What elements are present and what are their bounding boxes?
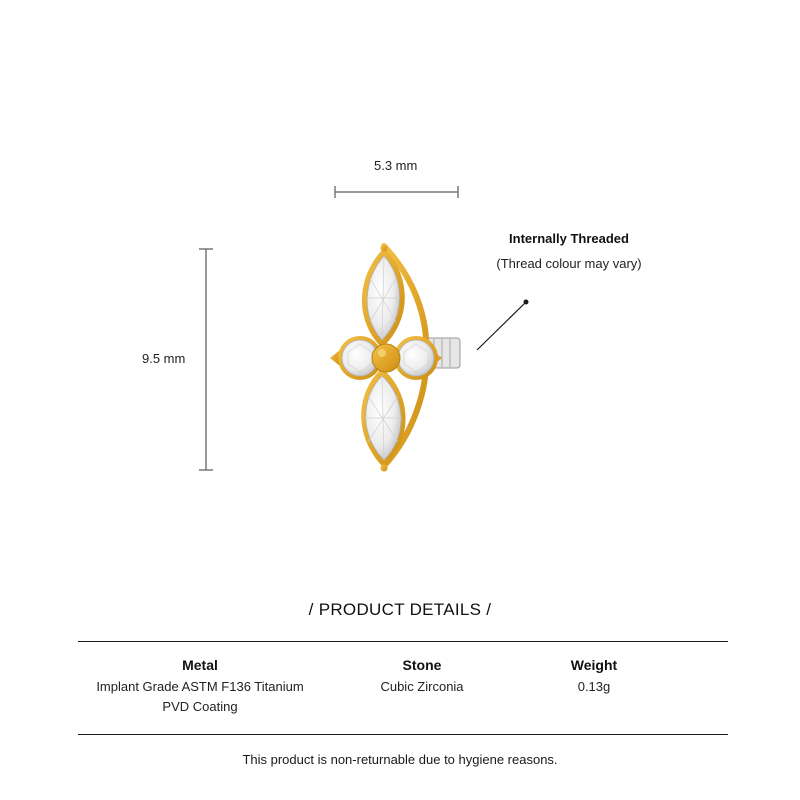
weight-header: Weight <box>570 657 618 673</box>
weight-column <box>514 657 674 697</box>
product-details-heading: / PRODUCT DETAILS / <box>308 600 492 619</box>
metal-column <box>70 657 330 717</box>
height-dimension-label: 9.5 mm <box>142 351 186 366</box>
thread-callout-note: (Thread colour may vary) <box>496 256 642 271</box>
height-measure-line <box>197 246 215 474</box>
details-top-divider <box>78 641 728 642</box>
metal-value-line-1: Implant Grade ASTM F136 Titanium <box>96 679 304 694</box>
width-dimension-label: 5.3 mm <box>374 158 418 173</box>
thread-callout-title: Internally Threaded <box>509 231 629 246</box>
stone-column <box>322 657 522 697</box>
callout-pointer-line <box>470 294 534 356</box>
stone-value: Cubic Zirconia <box>380 679 464 694</box>
width-measure-line <box>330 184 464 200</box>
weight-value: 0.13g <box>577 679 611 694</box>
stone-header: Stone <box>402 657 442 673</box>
bottom-marquise-stone <box>361 368 405 468</box>
metal-value-line-2: PVD Coating <box>162 699 238 714</box>
details-bottom-divider <box>78 734 728 735</box>
center-gold-bead <box>372 344 400 372</box>
metal-header: Metal <box>182 657 218 673</box>
returns-note: This product is non-returnable due to hygiene reasons. <box>242 752 558 767</box>
product-image <box>318 238 478 478</box>
